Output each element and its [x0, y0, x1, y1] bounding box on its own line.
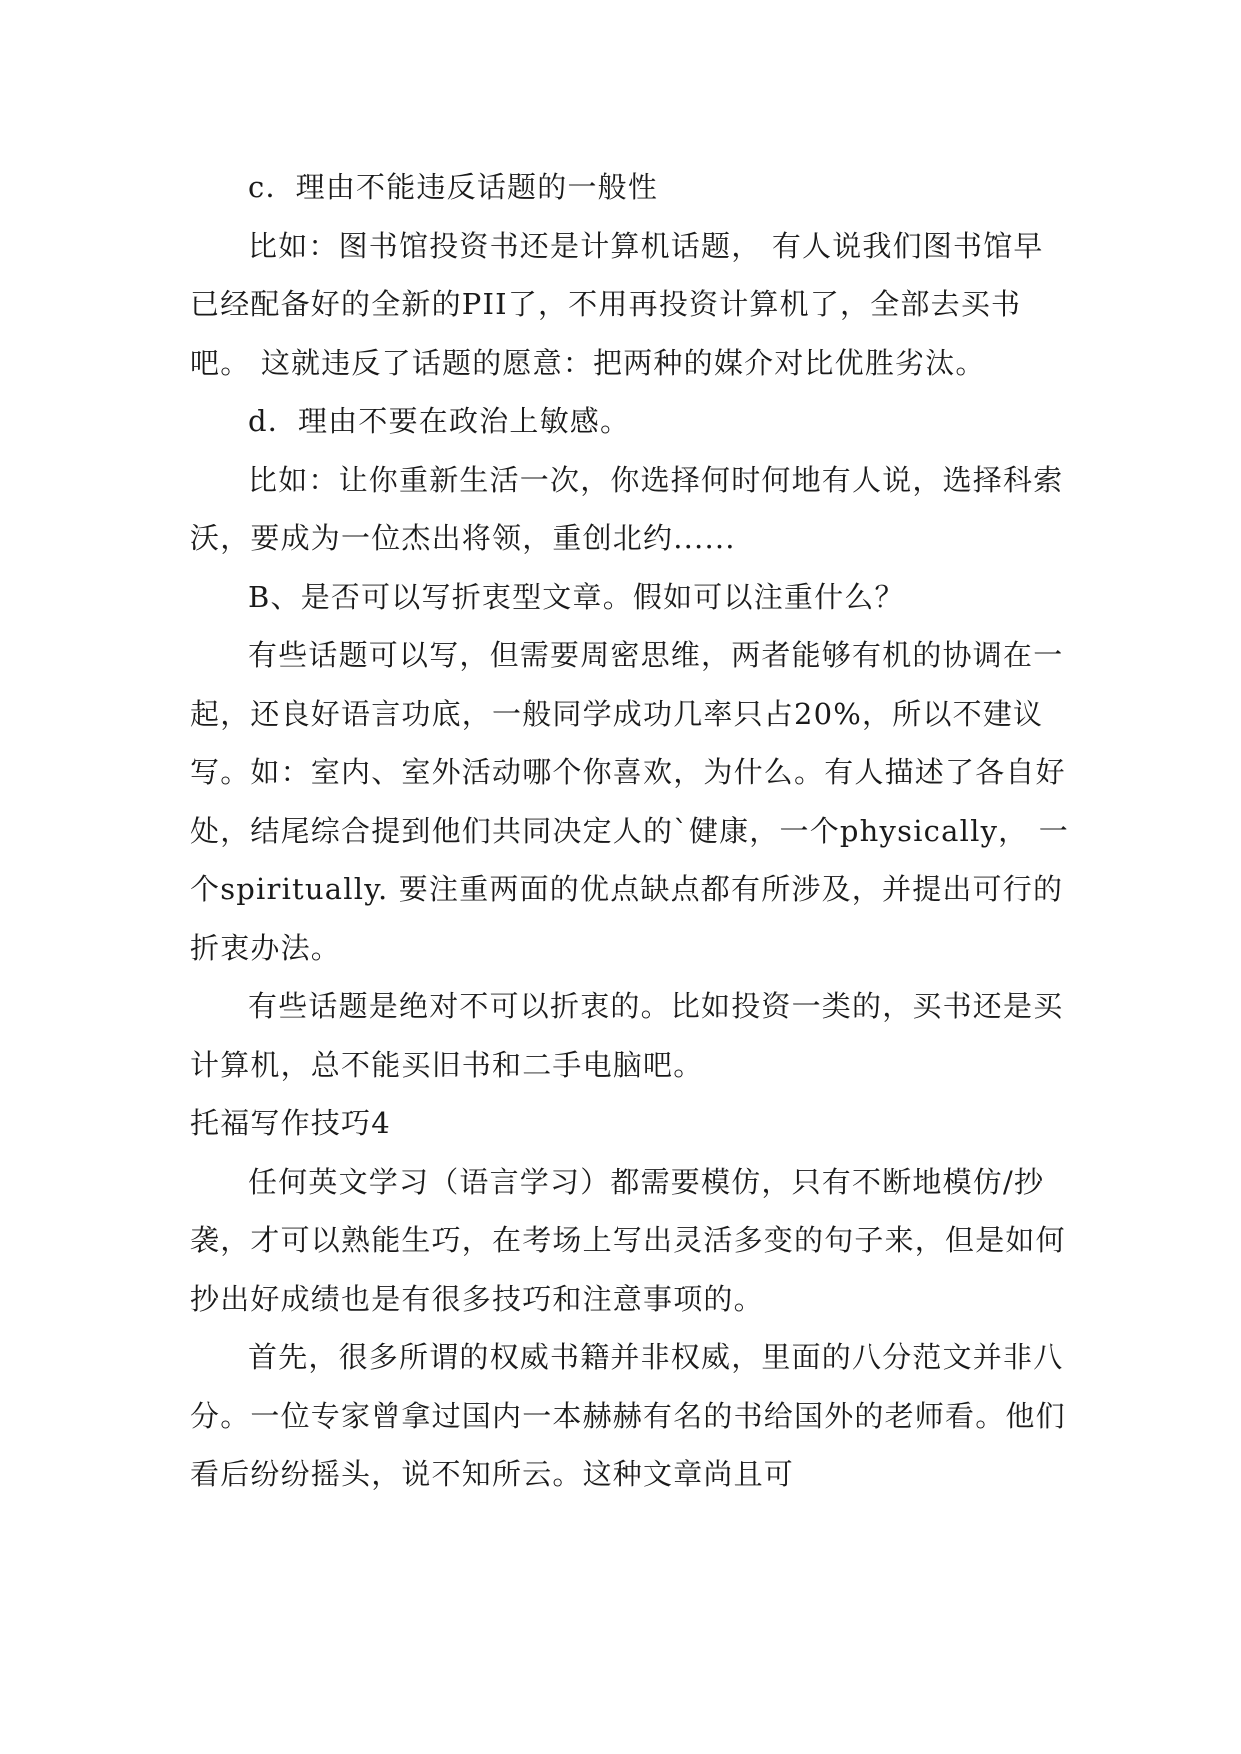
paragraph-imitation: 任何英文学习（语言学习）都需要模仿，只有不断地模仿/抄袭，才可以熟能生巧，在考场上写出灵活多变的句子来，但是如何抄出好成绩也是有很多技巧和注意事项的。 [190, 1164, 1066, 1316]
list-item-d: d．理由不要在政治上敏感。 [248, 404, 631, 438]
paragraph-library-example: 比如：图书馆投资书还是计算机话题， 有人说我们图书馆早已经配备好的全新的PII了，不用再投资计算机了，全部去买书吧。 这就违反了话题的愿意：把两种的媒介对比优胜劣汰。 [190, 228, 1044, 380]
section-heading: 托福写作技巧4 [190, 1106, 391, 1140]
list-item-c: c．理由不能违反话题的一般性 [248, 170, 659, 204]
paragraph-authority-books: 首先，很多所谓的权威书籍并非权威，里面的八分范文并非八分。一位专家曾拿过国内一本赫赫有名的书给国外的老师看。他们看后纷纷摇头，说不知所云。这种文章尚且可 [190, 1340, 1066, 1491]
section-b-question: B、是否可以写折衷型文章。假如可以注重什么？ [248, 579, 905, 614]
paragraph-compromise-topics: 有些话题可以写，但需要周密思维，两者能够有机的协调在一起，还良好语言功底，一般同学成功几率只占20%，所以不建议写。如：室内、室外活动哪个你喜欢，为什么。有人描述了各自好处，结尾综合提到他们共同决定人的`健康，一个physically， 一个spiritually. 要注重两面的优点缺点都有所涉及，并提出可行的折衷办法。 [190, 638, 1069, 965]
paragraph-relive-example: 比如：让你重新生活一次，你选择何时何地有人说，选择科索沃，要成为一位杰出将领，重创北约...... [190, 462, 1064, 555]
paragraph-no-compromise: 有些话题是绝对不可以折衷的。比如投资一类的，买书还是买计算机，总不能买旧书和二手电脑吧。 [190, 989, 1064, 1082]
document-body [190, 158, 1070, 1504]
